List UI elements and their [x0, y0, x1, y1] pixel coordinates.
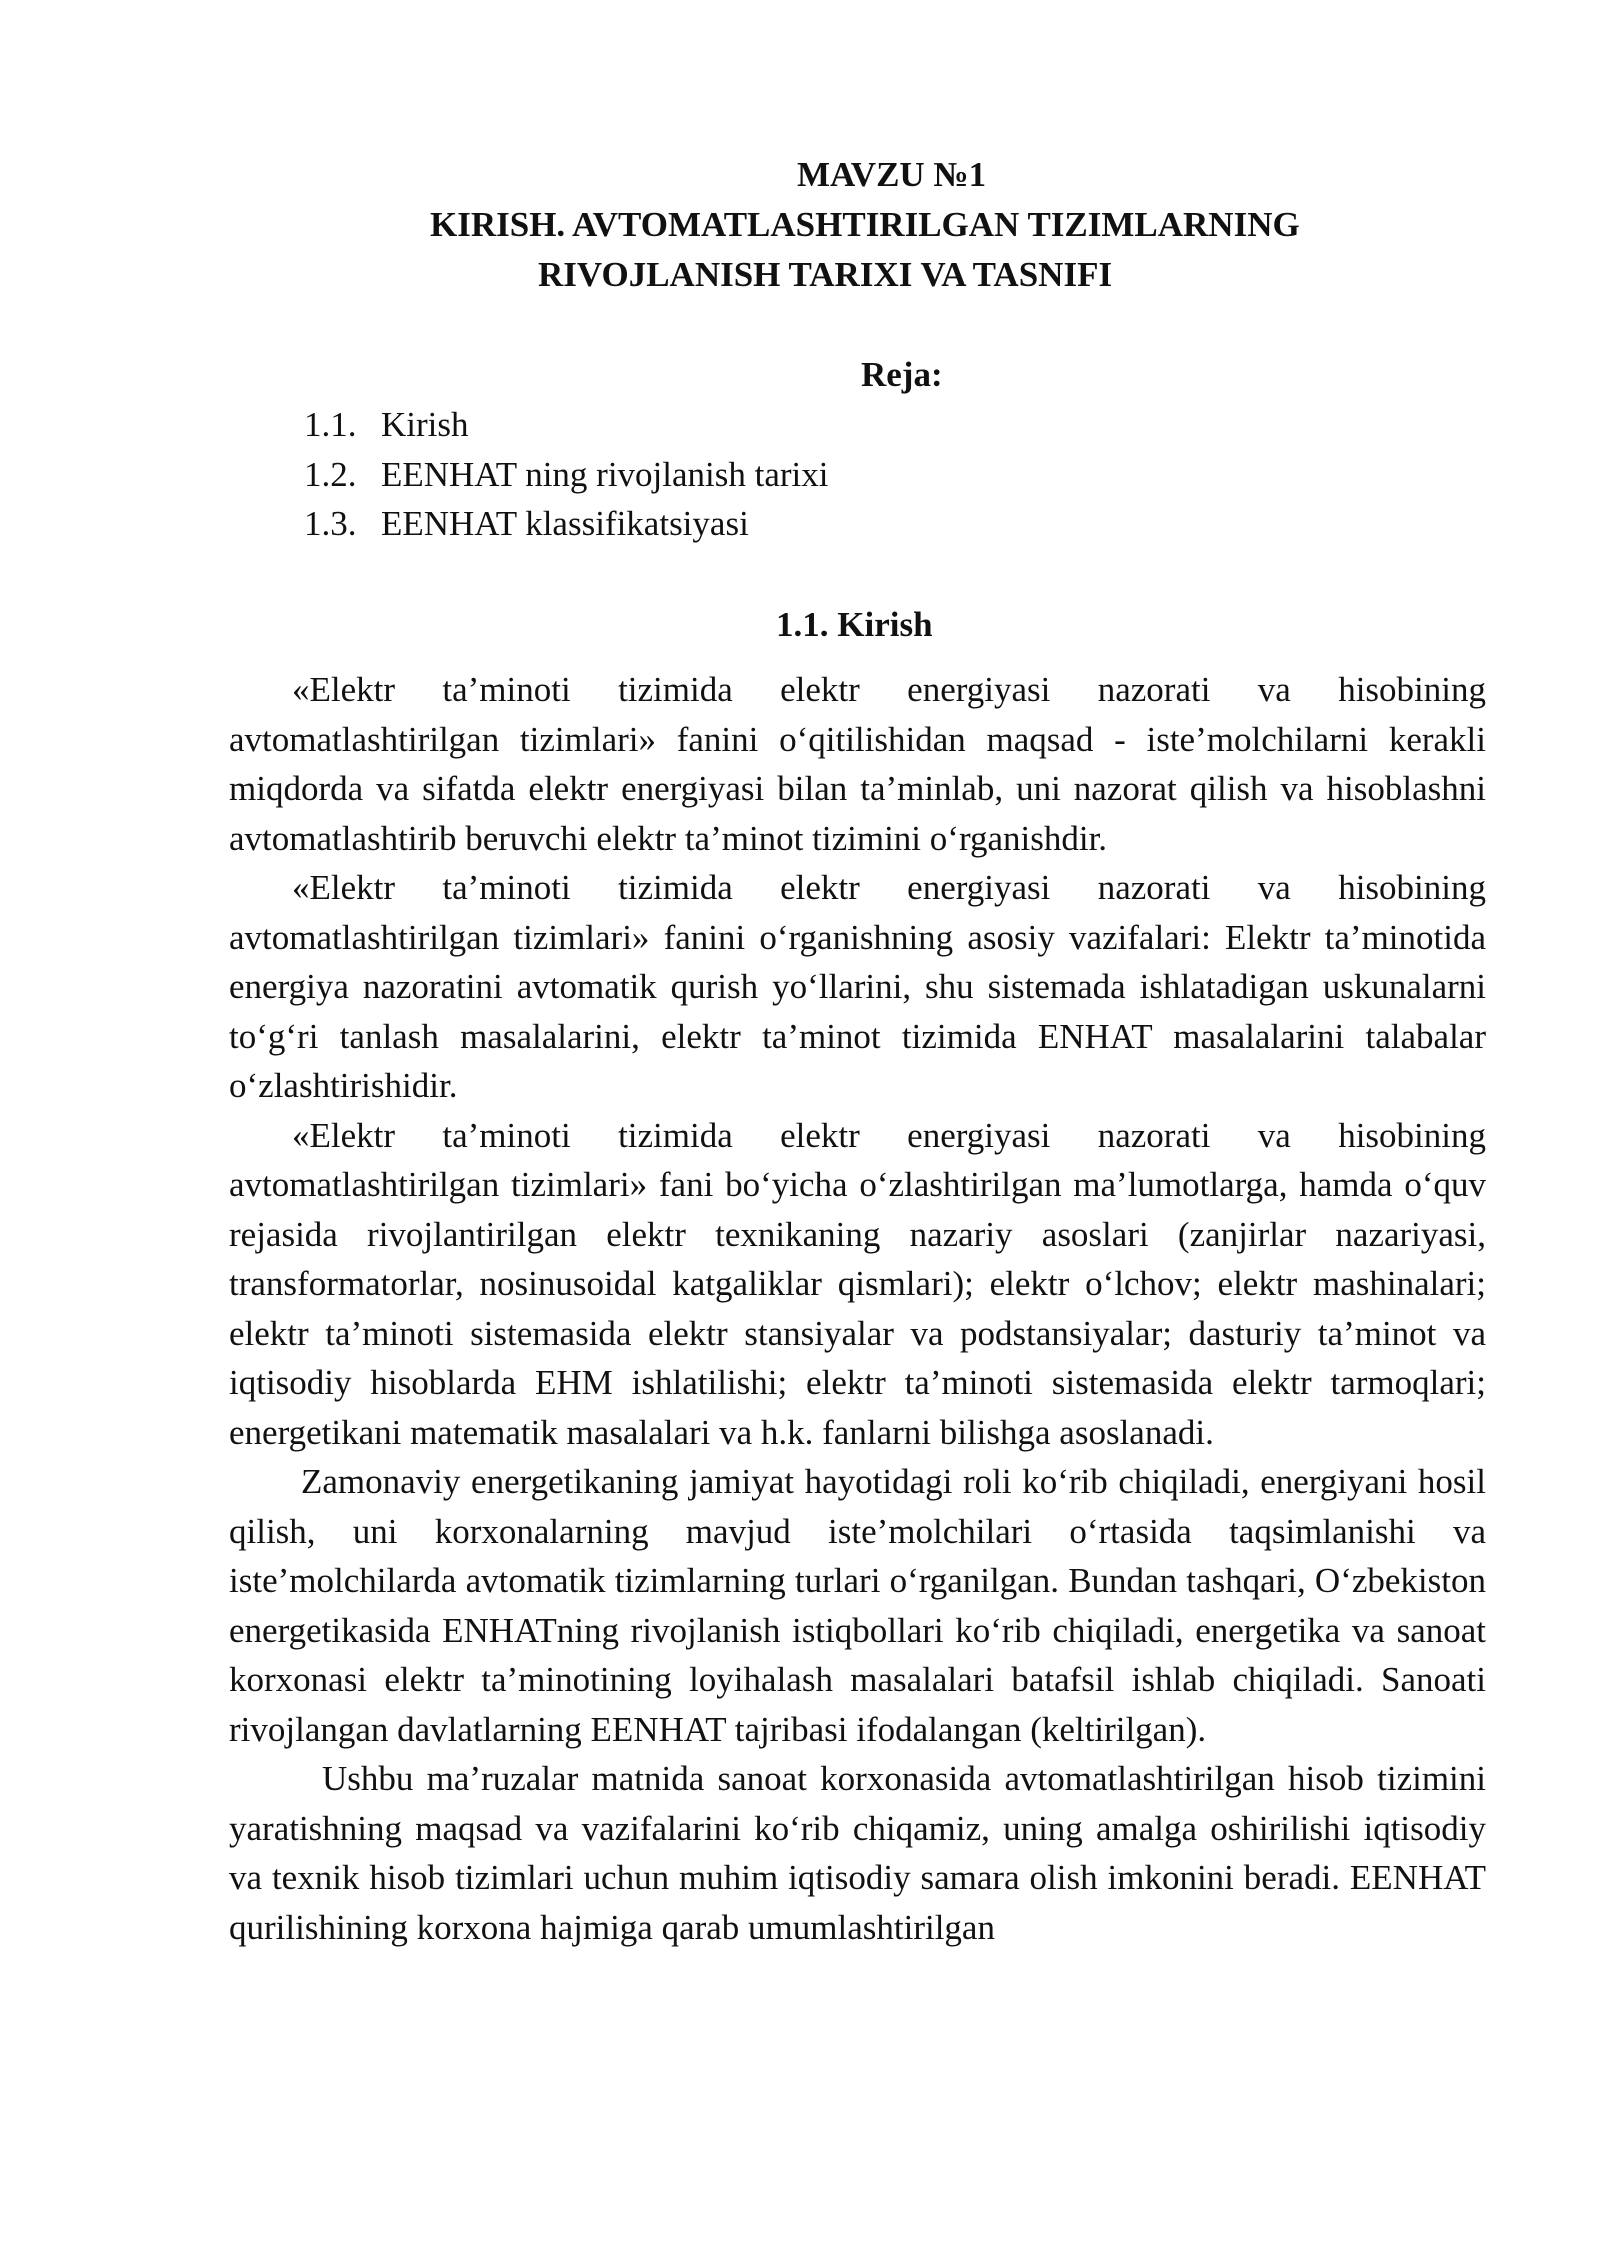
plan-item [304, 499, 829, 549]
paragraph: «Elektr ta’minoti tizimida elektr energiyasi nazorati va hisobining avtomatlashtirilgan tizimlari» fanini o‘rganishning asosiy vazifalari: Elektr ta’minotida energiya nazoratini avtomatik qurish yo‘llarini, shu sistemada ishlatadigan uskunalarni to‘g‘ri tanlash masalalarini, elektr ta’minot tizimida ENHAT masalalarini talabalar o‘zlashtirishidir. [229, 868, 1486, 1105]
paragraph: Ushbu ma’ruzalar matnida sanoat korxonasida avtomatlashtirilgan hisob tizimini yaratishning maqsad va vazifalarini ko‘rib chiqamiz, uning amalga oshirilishi iqtisodiy va texnik hisob tizimlari uchun muhim iqtisodiy samara olish imkonini beradi. EENHAT qurilishining korxona hajmiga qarab umumlashtirilgan [229, 1759, 1486, 1947]
topic-number-title: MAVZU №1 [797, 155, 987, 194]
body-text [229, 665, 1486, 1952]
plan-item [304, 450, 829, 500]
plan-item-number: 1.2. [304, 454, 357, 494]
plan-list [304, 400, 829, 549]
section-heading-text: 1.1. Kirish [776, 605, 933, 644]
plan-item [304, 400, 829, 450]
paragraph: «Elektr ta’minoti tizimida elektr energiyasi nazorati va hisobining avtomatlashtirilgan tizimlari» fanini o‘qitilishidan maqsad - iste’molchilarni kerakli miqdorda va sifatda elektr energiyasi bilan ta’minlab, uni nazorat qilish va hisoblashni avtomatlashtirib beruvchi elektr ta’minot tizimini o‘rganishdir. [229, 670, 1486, 858]
plan-item-number: 1.1. [304, 405, 357, 444]
paragraph: Zamonaviy energetikaning jamiyat hayotidagi roli ko‘rib chiqiladi, energiyani hosil qilish, uni korxonalarning mavjud iste’molchilari o‘rtasida taqsimlanishi va iste’molchilarda avtomatik tizimlarning turlari o‘rganilgan. Bundan tashqari, O‘zbekiston energetikasida ENHATning rivojlanish istiqbollari ko‘rib chiqiladi, energetika va sanoat korxonasi elektr ta’minotining loyihalash masalalari batafsil ishlab chiqiladi. Sanoati rivojlangan davlatlarning EENHAT tajribasi ifodalangan (keltirilgan). [229, 1462, 1486, 1749]
plan-heading: Reja: [861, 355, 943, 394]
topic-title-line-2: RIVOJLANISH TARIXI VA TASNIFI [538, 255, 1113, 294]
plan-item-text: EENHAT klassifikatsiyasi [381, 504, 749, 543]
paragraph: «Elektr ta’minoti tizimida elektr energiyasi nazorati va hisobining avtomatlashtirilgan tizimlari» fani bo‘yicha o‘zlashtirilgan ma’lumotlarga, hamda o‘quv rejasida rivojlantirilgan elektr texnikaning nazariy asoslari (zanjirlar nazariyasi, transformatorlar, nosinusoidal katgaliklar qismlari); elektr o‘lchov; elektr mashinalari; elektr ta’minoti sistemasida elektr stansiyalar va podstansiyalar; dasturiy ta’minot va iqtisodiy hisoblarda EHM ishlatilishi; elektr ta’minoti sistemasida elektr tarmoqlari; energetikani matematik masalalari va h.k. fanlarni bilishga asoslanadi. [229, 1115, 1486, 1452]
plan-item-text: EENHAT ning rivojlanish tarixi [381, 454, 829, 494]
plan-item-number: 1.3. [304, 504, 357, 543]
topic-title-line-1: KIRISH. AVTOMATLASHTIRILGAN TIZIMLARNING [430, 205, 1300, 244]
plan-item-text: Kirish [381, 405, 469, 444]
